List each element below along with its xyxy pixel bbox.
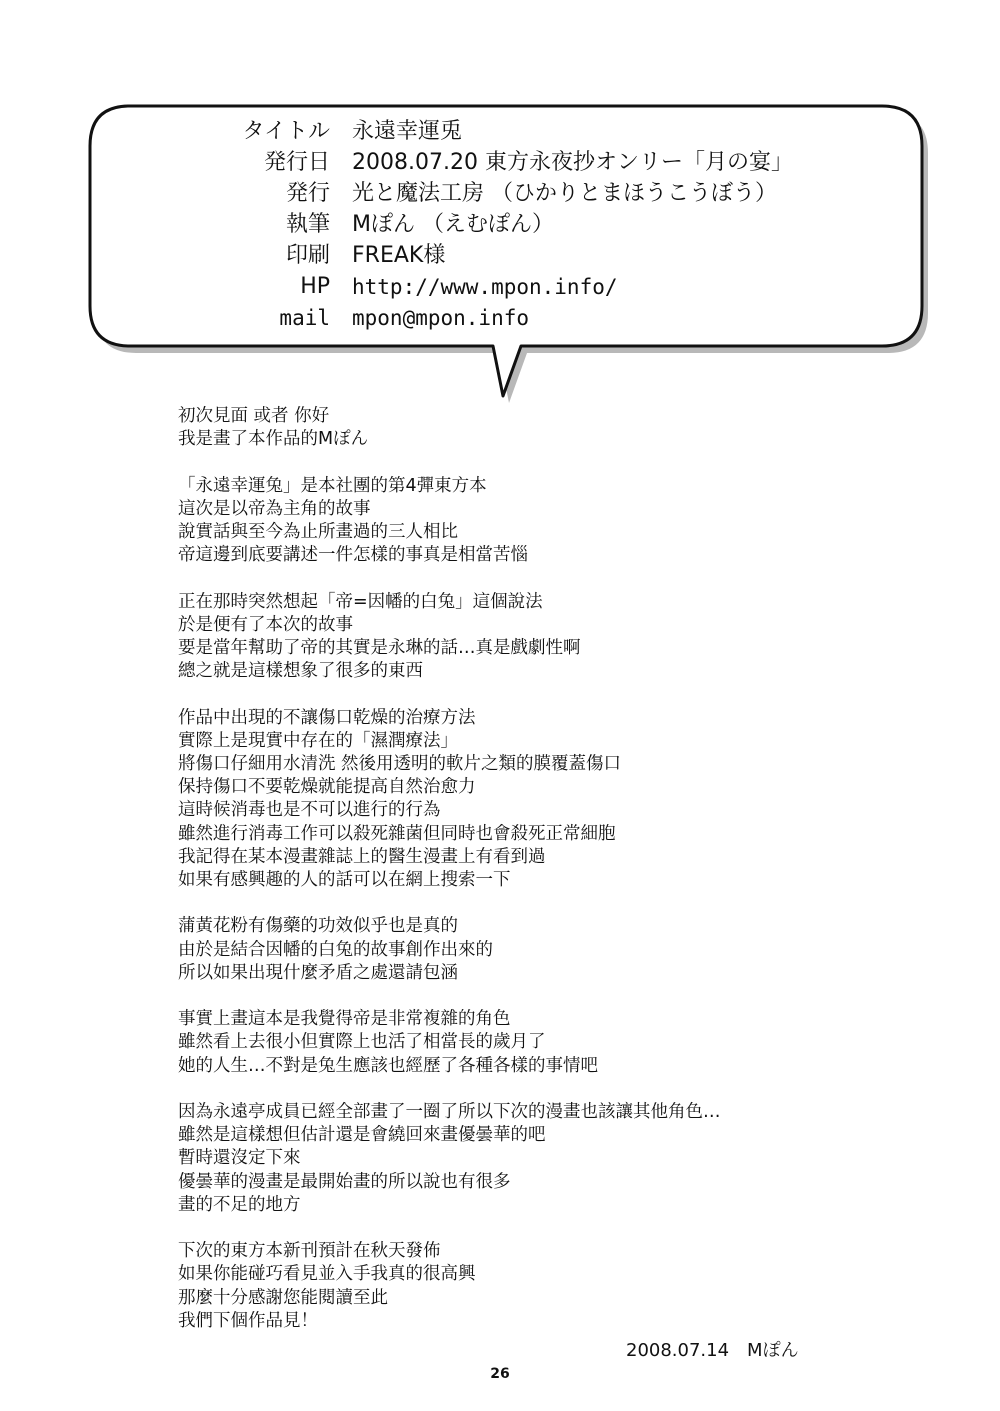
afterword-line: 帝這邊到底要講述一件怎樣的事真是相當苦惱 — [178, 545, 528, 566]
afterword-line: 畫的不足的地方 — [178, 1194, 301, 1215]
afterword-line: 我記得在某本漫畫雜誌上的醫生漫畫上有看到過 — [178, 846, 546, 867]
afterword-line: 這時候消毒也是不可以進行的行為 — [178, 800, 441, 821]
afterword-line: 雖然看上去很小但實際上也活了相當長的歲月了 — [178, 1032, 546, 1053]
afterword-line: 我是畫了本作品的Mぽん — [178, 429, 369, 450]
afterword-paragraph — [178, 1008, 878, 1078]
colophon-publisher-label: 発行 — [285, 181, 330, 206]
colophon-mail-link[interactable]: mpon@mpon.info — [352, 306, 530, 330]
afterword-line: 下次的東方本新刊預計在秋天發佈 — [178, 1241, 441, 1262]
afterword-line: 這次是以帝為主角的故事 — [178, 498, 371, 519]
afterword-paragraph — [178, 475, 878, 568]
colophon-publisher-value: 光と魔法工房 （ひかりとまほうこうぼう） — [352, 181, 777, 206]
afterword-line: 如果有感興趣的人的話可以在網上搜索一下 — [178, 870, 511, 891]
afterword-line: 作品中出現的不讓傷口乾燥的治療方法 — [178, 707, 476, 728]
colophon-date-label: 発行日 — [263, 150, 330, 175]
afterword-line: 由於是結合因幡的白兔的故事創作出來的 — [178, 939, 493, 960]
afterword-line: 我們下個作品見！ — [178, 1310, 318, 1331]
afterword-line: 「永遠幸運兔」是本社團的第4彈東方本 — [178, 475, 487, 496]
afterword-paragraph — [178, 591, 878, 684]
afterword-paragraph — [178, 405, 878, 451]
colophon-author-label: 執筆 — [285, 212, 330, 237]
afterword-line: 實際上是現實中存在的「濕潤療法」 — [178, 730, 458, 751]
afterword-line: 蒲黃花粉有傷藥的功效似乎也是真的 — [178, 916, 458, 937]
afterword-line: 因為永遠亭成員已經全部畫了一圈了所以下次的漫畫也該讓其他角色… — [178, 1102, 721, 1122]
page-number: 26 — [490, 1366, 510, 1382]
afterword-line: 總之就是這樣想象了很多的東西 — [178, 661, 423, 682]
afterword-line: 要是當年幫助了帝的其實是永琳的話…真是戲劇性啊 — [178, 638, 581, 658]
colophon-printer-value: FREAK様 — [352, 243, 446, 268]
afterword-paragraph — [178, 1101, 878, 1217]
afterword-line: 優曇華的漫畫是最開始畫的所以說也有很多 — [178, 1171, 511, 1192]
afterword-line: 所以如果出現什麼矛盾之處還請包涵 — [178, 962, 458, 983]
colophon-title-label: タイトル — [242, 119, 330, 144]
colophon-date-value: 2008.07.20 東方永夜抄オンリー「月の宴」 — [352, 150, 793, 175]
afterword-line: 事實上畫這本是我覺得帝是非常複雜的角色 — [178, 1009, 511, 1030]
afterword-line: 暫時還沒定下來 — [178, 1148, 301, 1169]
afterword — [178, 405, 878, 1356]
afterword-line: 正在那時突然想起「帝=因幡的白兔」這個說法 — [178, 591, 543, 612]
afterword-line: 雖然進行消毒工作可以殺死雜菌但同時也會殺死正常細胞 — [178, 823, 616, 844]
colophon-hp-link[interactable]: http://www.mpon.info/ — [352, 275, 618, 299]
afterword-paragraph — [178, 915, 878, 985]
colophon-printer-label: 印刷 — [285, 243, 330, 268]
afterword-line: 說實話與至今為止所畫過的三人相比 — [178, 522, 458, 542]
afterword-line: 雖然是這樣想但估計還是會繞回來畫優曇華的吧 — [178, 1125, 546, 1146]
afterword-paragraph — [178, 707, 878, 893]
colophon-title-value: 永遠幸運兎 — [352, 119, 463, 144]
afterword-paragraph — [178, 1240, 878, 1333]
afterword-line: 將傷口仔細用水清洗 然後用透明的軟片之類的膜覆蓋傷口 — [178, 754, 622, 774]
colophon-mail-label: mail — [279, 306, 330, 330]
afterword-line: 初次見面 或者 你好 — [178, 406, 330, 426]
colophon-hp-label: HP — [300, 274, 330, 299]
afterword-line: 保持傷口不要乾燥就能提高自然治愈力 — [178, 777, 476, 798]
colophon-author-value: Mぽん （えむぽん） — [352, 212, 554, 237]
afterword-line: 於是便有了本次的故事 — [178, 614, 353, 635]
afterword-line: 她的人生…不對是兔生應該也經歷了各種各樣的事情吧 — [178, 1055, 598, 1076]
signature: 2008.07.14 Mぽん — [626, 1340, 799, 1361]
afterword-line: 如果你能碰巧看見並入手我真的很高興 — [178, 1264, 476, 1285]
afterword-line: 那麼十分感謝您能閱讀至此 — [178, 1287, 388, 1308]
